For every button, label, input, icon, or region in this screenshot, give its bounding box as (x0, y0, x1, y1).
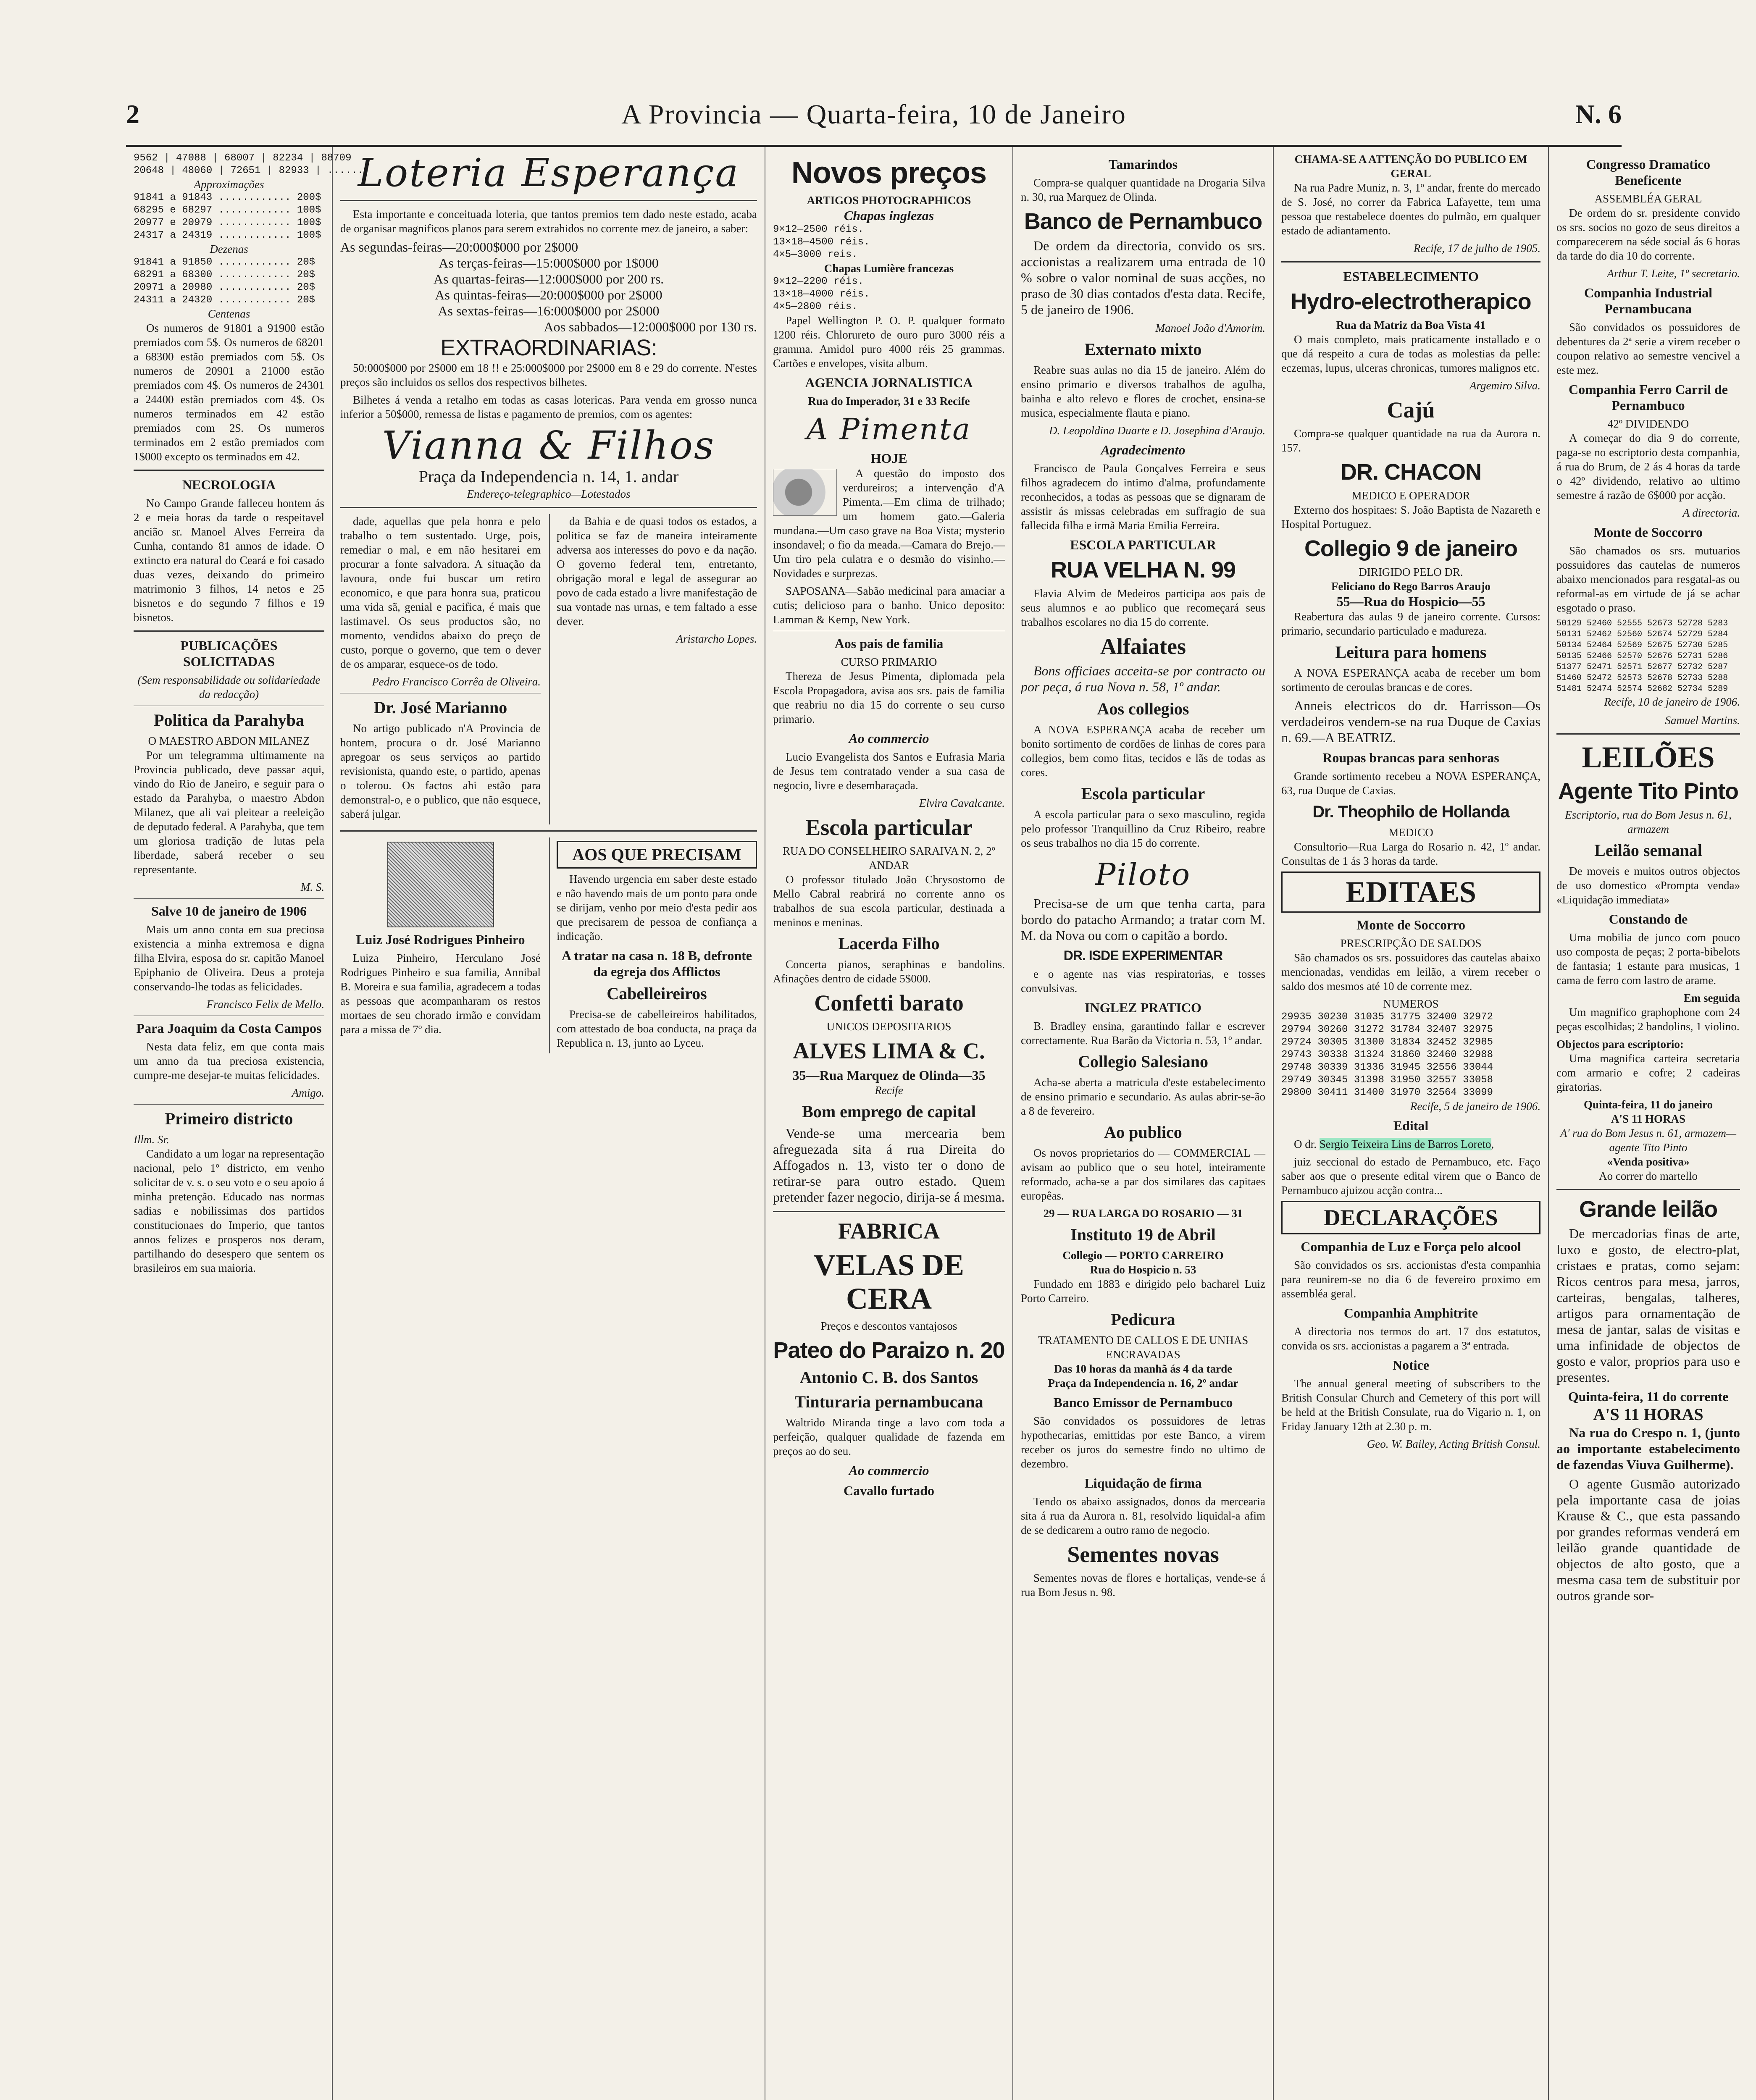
socorro-text: São chamados os srs. possuidores das cautelas abaixo mencionadas, vendidas em leilão, a virem receber o saldo dos mesmos até 10 de corrente mez. (1281, 951, 1540, 992)
agents-telegraph: Endereço-telegraphico—Lotestados (467, 488, 631, 500)
tinturaria-text: Waltrido Miranda tinge a lavo com toda a perfeição, qualquer qualidade de fazenda em preços ao do seu. (773, 1416, 1005, 1457)
obituary-name: Luiz José Rodrigues Pinheiro (356, 932, 525, 947)
column-1 (126, 147, 364, 2100)
publico-title: Ao publico (1104, 1123, 1182, 1142)
alves-city: Recife (875, 1084, 903, 1097)
collegio-9-text: Reabertura das aulas 9 de janeiro corrente. Cursos: primario, secundario particulado e madureza. (1281, 610, 1540, 637)
seguida-text: Um magnifico graphophone com 24 peças escolhidas; 2 bandolins, 1 violino. (1556, 1006, 1740, 1033)
notice-sign: Geo. W. Bailey, Acting British Consul. (1367, 1438, 1540, 1450)
joaquim-text: Nesta data feliz, em que conta mais um anno da tua preciosa existencia, cumpre-me desejar-te muitas felicidades. (134, 1040, 324, 1082)
signature-felix: Francisco Felix de Mello. (206, 998, 324, 1011)
salesiano-text: Acha-se aberta a matricula d'este estabelecimento de ensino primario e secundario. As aulas abrir-se-ão a 8 de fevereiro. (1021, 1076, 1265, 1117)
article-right-text: da Bahia e de quasi todos os estados, a politica se faz de maneira inteiramente adversa aos interesses do povo e da nação. O governo federal tem, entretanto, obrigação moral e legal de assegurar ao povo de cada estado a livre manifestação de sua vontade nas urnas, e tem faltado a esse dever. (557, 515, 757, 627)
alves-title: ALVES LIMA & C. (793, 1038, 985, 1063)
industrial-text: São convidados os possuidores de debentures da 2ª serie a virem receber o coupon relativo ao semestre vencivel a este mez. (1556, 321, 1740, 376)
holanda-title: Dr. Theophilo de Hollanda (1312, 803, 1509, 821)
horas-line: A'S 11 HORAS (1611, 1113, 1686, 1125)
experiment-text: e o agente nas vias respiratorias, e tosses convulsivas. (1021, 968, 1265, 995)
fabrica-title: FABRICA (838, 1218, 940, 1244)
quinta2-line: Quinta-feira, 11 do corrente (1568, 1389, 1729, 1404)
congresso-title: Congresso Dramatico Beneficente (1586, 157, 1711, 188)
novos-precos-sub: ARTIGOS PHOTOGRAPHICOS (807, 194, 971, 207)
chacon-sub: MEDICO E OPERADOR (1351, 489, 1470, 502)
emissor-title: Banco Emissor de Pernambuco (1053, 1395, 1233, 1410)
lottery-results-top: 9562 | 47088 | 68007 | 82234 | 88709 20648 | 48060 | 72651 | 82933 | ...... (134, 152, 364, 176)
leitura-text: A NOVA ESPERANÇA acaba de receber um bom sortimento de ceroulas brancas e de cores. (1281, 667, 1540, 693)
congresso-text: De ordem do sr. presidente convido os srs. socios no gozo de seus direitos a comparecerem na séde social ás 6 horas da tarde do dia 10 do corrente. (1556, 207, 1740, 262)
distrito-text: Candidato a um logar na representação nacional, pelo 1º districto, em venho solicitar de v. s. o seu voto e o seu apoio á minha pretenção. Educado nas normas sadias e nobilissimas dos partidos constitucionaes do Imperio, que tantos annos felizes e prosperos nos deram, partilhando do desespero que sentem os brasileiros em sua maioria. (134, 1147, 324, 1274)
confetti-sub: UNICOS DEPOSITARIOS (826, 1020, 952, 1033)
socorro-date: Recife, 5 de janeiro de 1906. (1410, 1100, 1540, 1113)
ferro-sign: A directoria. (1682, 507, 1740, 519)
publico-text: Os novos proprietarios do — COMMERCIAL — avisam ao publico que o seu hotel, inteiramente reformado, acha-se a par dos similares das capitaes europêas. (1021, 1147, 1265, 1202)
lacerda-title: Lacerda Filho (838, 934, 940, 953)
article-left (340, 514, 541, 824)
congresso-sub: ASSEMBLÉA GERAL (1594, 192, 1702, 205)
liquid-text: Tendo os abaixo assignados, donos da mercearia sita á rua da Aurora n. 81, resolvido liquidal-a afim de se dedicarem a outro ramo de negocio. (1021, 1495, 1265, 1536)
egreja-title: A tratar na casa n. 18 B, defronte da egreja dos Afflictos (561, 948, 752, 979)
precisam-title: AOS QUE PRECISAM (557, 841, 757, 869)
commercio2-title: Ao commercio (849, 1463, 929, 1478)
cabelleireiros-text: Precisa-se de cabelleireiros habilitados, com attestado de boa conducta, na praça da Republica n. 13, junto ao Lyceu. (557, 1008, 757, 1049)
marianno-text: No artigo publicado n'A Provincia de hontem, procura o dr. José Marianno apregoar os seus serviços ao partido revisionista, quando este, o partido, apenas o tolerou. Os factos ahi estão para demonstral-o, e o publico, que não esquece, saberá julgar. (340, 722, 541, 820)
article-left-text: dade, aquellas que pela honra e pelo trabalho o tem sustentado. Urge, pois, remediar o mal, e em não hesitarei em procurar a fonte salvadora. A situação da lavoura, onde fui buscar um retiro economico, e que para honra sua, praticou uma vida sã, genial e pacifica, é mais que lastimavel. Os seus productos são, no momento, vendidos abaixo do preço de custo, porque o governo, que tem o dever de os amparar, esquece-os de todo. (340, 515, 541, 670)
loteria-intro: Esta importante e conceituada loteria, que tantos premios tem dado neste estado, acaba de organisar magnificos planos para serem extrahidos no corrente mez de janeiro, a saber: (340, 208, 757, 235)
commercio-text: Lucio Evangelista dos Santos e Eufrasia Maria de Jesus tem contratado vender a sua casa de negocio, livre e desembaraçada. (773, 751, 1005, 792)
approx-label: Approximações (194, 178, 264, 191)
plan-line: As quintas-feiras—20:000$000 por 2$000 (435, 287, 662, 302)
socorro-title: Monte de Soccorro (1356, 917, 1465, 932)
constando-title: Constando de (1609, 911, 1688, 927)
grande-leilao-title: Grande leilão (1579, 1197, 1718, 1222)
instituto-sub: Collegio — PORTO CARREIRO (1062, 1249, 1224, 1262)
salve-text: Mais um anno conta em sua preciosa existencia a minha extremosa e digna filha Elvira, esposa do sr. capitão Manoel Epiphanio de Oliveira. Deus a proteja conservando-lhe todas as felicidades. (134, 923, 324, 993)
tinturaria-title: Tinturaria pernambucana (794, 1392, 983, 1411)
salesiano-title: Collegio Salesiano (1078, 1052, 1209, 1071)
collegio-9-addr: 55—Rua do Hospicio—55 (1336, 594, 1485, 609)
familia-text: Thereza de Jesus Pimenta, diplomada pela Escola Propagadora, avisa aos srs. pais de familia que reabriu no dia 15 do corrente o seu curso primario. (773, 670, 1005, 725)
inglez-title: INGLEZ PRATICO (1085, 1000, 1201, 1015)
escola-addr: RUA DO CONSELHEIRO SARAIVA N. 2, 2º ANDAR (783, 845, 995, 872)
chacon-text: Externo dos hospitaes: S. João Baptista de Nazareth e Hospital Portuguez. (1281, 504, 1540, 530)
obituary-block (340, 837, 541, 1053)
alves-addr: 35—Rua Marquez de Olinda—35 (792, 1068, 986, 1083)
sementes-title: Sementes novas (1067, 1542, 1219, 1567)
rosario-line: 29 — RUA LARGA DO ROSARIO — 31 (1043, 1207, 1243, 1220)
lumiere-title: Chapas Lumière francezas (824, 262, 954, 275)
agradec-title: Agradecimento (1101, 442, 1186, 457)
escriptorio-title: Objectos para escriptorio: (1556, 1038, 1684, 1050)
politica-text: Por um telegramma ultimamente na Provincia publicado, deve passar aqui, vindo do Rio de Janeiro, e seguir para o estado da Parahyba, o maestro Abdon Milanez, que ali vai pleitear a reeleição de deputado federal. A Parahyba, que tem um gloriosa tradição de lutas pela liberdade, saberá receber o seu representante. (134, 749, 324, 876)
plan-line: As sextas-feiras—16:000$000 por 2$000 (438, 303, 660, 318)
agente-sub: Escriptorio, rua do Bom Jesus n. 61, armazem (1565, 808, 1732, 835)
estab-sub: Hydro-electrotherapico (1291, 289, 1531, 314)
crespo-text: Na rua do Crespo n. 1, (junto ao importante estabelecimento de fazendas Viuva Guilherme). (1556, 1425, 1740, 1472)
signature-amigo: Amigo. (292, 1087, 324, 1099)
roupas-text: Grande sortimento recebeu a NOVA ESPERANÇA, 63, rua Duque de Caxias. (1281, 770, 1540, 797)
forca-title: Companhia de Luz e Força pelo alcool (1301, 1239, 1521, 1254)
publicacoes-sub: (Sem responsabilidade ou solidariedade da redacção) (137, 674, 321, 701)
collegio-9-title: Collegio 9 de janeiro (1304, 536, 1518, 561)
agents-address: Praça da Independencia n. 14, 1. andar (418, 467, 679, 486)
industrial-title: Companhia Industrial Pernambucana (1584, 285, 1712, 316)
mourning-engraving (387, 842, 494, 927)
distrito-title: Primeiro districto (165, 1109, 293, 1128)
instituto-text: Fundado em 1883 e dirigido pelo bacharel Luiz Porto Carreiro. (1021, 1278, 1265, 1305)
semanal-title: Leilão semanal (1594, 841, 1702, 860)
plan-line: As terças-feiras—15:000$000 por 1$000 (439, 255, 659, 270)
experiment-title: DR. ISDE EXPERIMENTAR (1063, 948, 1223, 963)
centenas-text: Os numeros de 91801 a 91900 estão premiados com 5$. Os numeros de 68201 a 68300 estão premiados com 5$. Os numeros de 20901 a 21000 estão premiados com 4$. Os numeros de 24301 a 24400 estão premiados com 4$. Os numeros terminados em 42 estão premiados com 2$. Os numeros terminados em 2 estão premiados com 1$000 excepto os terminados em 42. (134, 322, 324, 463)
chama-title: CHAMA-SE A ATTENÇÃO DO PUBLICO EM GERAL (1294, 153, 1527, 180)
politica-title: Politica da Parahyba (154, 711, 304, 730)
commercio-title: Ao commercio (849, 731, 929, 746)
collegio-9-director: Feliciano do Rego Barros Araujo (1331, 580, 1490, 593)
martello-line: Ao correr do martello (1599, 1170, 1698, 1182)
collegios-text: A NOVA ESPERANÇA acaba de receber um bonito sortimento de cordões de linhas de cores para collegios, bem como fitas, tecidos e lãs de todas as cores. (1021, 723, 1265, 779)
soc-date: Recife, 10 de janeiro de 1906. (1604, 696, 1740, 708)
quinta-line: Quinta-feira, 11 do janeiro (1584, 1098, 1713, 1111)
chapas-title: Chapas inglezas (844, 208, 934, 223)
escola-title: Escola particular (805, 815, 973, 840)
liquid-title: Liquidação de firma (1084, 1475, 1202, 1491)
banco-text: De ordem da directoria, convido os srs. accionistas a realizarem uma entrada de 10 % sobre o valor nominal de suas acções, no praso de 30 dias contados d'esta data. Recife, 5 de janeiro de 1906. (1021, 238, 1265, 317)
column-4 (1012, 147, 1273, 2100)
amphitrite-title: Companhia Amphitrite (1343, 1305, 1478, 1320)
chama-date: Recife, 17 de julho de 1905. (1413, 242, 1540, 255)
gusmao-text: O agente Gusmão autorizado pela importante casa de joias Krause & C., que esta passando por grandes reformas venderá em leilão grande quantidade de objectos de alto gosto, que a mesma casa tem de substituir por outros grande sor- (1556, 1476, 1740, 1603)
agente-title: Agente Tito Pinto (1558, 779, 1738, 804)
cabelleireiros-title: Cabelleireiros (607, 984, 707, 1003)
holanda-sub: MEDICO (1388, 826, 1433, 839)
precisam-block (549, 837, 757, 1053)
estab-addr: Rua da Matriz da Boa Vista 41 (1336, 319, 1486, 331)
page-number: 2 (126, 99, 139, 129)
pimenta-text: A questão do imposto dos verdureiros; a intervenção d'A Pimenta.—Em clima de trilhado; um homem gato.—Galeria mundana.—Um caso grave na Boa Vista; mysterio insondavel; o fio da meada.—Camara do Brejo.—Um tiro pela culatra e o desmão do visinho.—Novidades e surprezas. (773, 467, 1005, 580)
soc-sign: Samuel Martins. (1665, 714, 1740, 727)
chapas-list: 9×12—2500 réis. 13×18—4500 réis. 4×5—3000 reis. (773, 224, 870, 260)
extraordinarias-title: EXTRAORDINARIAS: (440, 335, 657, 360)
soc-grid: 50129 52460 52555 52673 52728 5283 50131 52462 52560 52674 52729 5284 50134 52464 52569 52675 52730 5285 50135 52466 52570 52676 52731 5286 51377 52471 52571 52677 52732 5287 51460 52472 52573 52678 52733 5288 51481 52474 52574 52682 52734 5289 (1556, 619, 1728, 694)
banco-title: Banco de Pernambuco (1024, 209, 1262, 234)
column-2 (332, 147, 765, 2100)
collegios-title: Aos collegios (1097, 699, 1189, 718)
escola-particular-title: ESCOLA PARTICULAR (1070, 537, 1216, 552)
pedicura-sub: TRATAMENTO DE CALLOS E DE UNHAS ENCRAVADAS (1038, 1334, 1249, 1361)
ferro-title: Companhia Ferro Carril de Pernambuco (1569, 382, 1728, 413)
highlighted-name: Sergio Teixeira Lins de Barros Loreto (1319, 1138, 1491, 1150)
joaquim-title: Para Joaquim da Costa Campos (136, 1021, 322, 1036)
chama-text: Na rua Padre Muniz, n. 3, 1º andar, frente do mercado de S. José, no correr da Fabrica Lafayette, tem uma pessoa que restabelece doentes do pulmão, em qualquer estado de adiantamento. (1281, 181, 1540, 237)
pimenta-sub: HOJE (870, 451, 907, 466)
confetti-title: Confetti barato (814, 990, 964, 1016)
piloto-text: Precisa-se de um que tenha carta, para bordo do patacho Armando; a tratar com M. M. da Nova ou com o capitão a bordo. (1021, 896, 1265, 943)
tamarindos-title: Tamarindos (1108, 157, 1178, 172)
lumiere-list: 9×12—2200 réis. 13×18—4000 réis. 4×5—2800 réis. (773, 276, 870, 312)
externato-sign: D. Leopoldina Duarte e D. Josephina d'Araujo. (1049, 424, 1265, 437)
signature-elvira: Elvira Cavalcante. (919, 797, 1005, 809)
sementes-text: Sementes novas de flores e hortaliças, vende-se á rua Bom Jesus n. 98. (1021, 1572, 1265, 1599)
issue-number: N. 6 (1575, 99, 1622, 129)
salve-title: Salve 10 de janeiro de 1906 (151, 903, 307, 919)
lacerda-text: Concerta pianos, seraphinas e bandolins. Afinações dentro de cidade 5$000. (773, 958, 1005, 985)
holanda-text: Consultorio—Rua Larga do Rosario n. 42, 1º andar. Consultas de 1 ás 3 horas da tarde. (1281, 840, 1540, 867)
precisam-text: Havendo urgencia em saber deste estado e não havendo mais de um ponto para onde se dirijam, venho por meio d'esta pedir aos que precisarem de pessoa de confiança a indicação. (557, 873, 757, 942)
externato-text: Reabre suas aulas no dia 15 de janeiro. Além do ensino primario e diversos trabalhos de agulha, bainha e alto relevo e flores de crochet, ensina-se musica, especialmente flauta e piano. (1021, 364, 1265, 419)
notice-text: The annual general meeting of subscribers to the British Consular Church and Cemetery of this port will be held at the British Consulate, rua do Vigario n. 1, on Friday January 12th at 2.30 p. m. (1281, 1377, 1540, 1433)
column-6 (1548, 147, 1748, 2100)
alfaiates-text: Bons officiaes acceita-se por contracto ou por peça, á rua Nova n. 58, 1º andar. (1021, 663, 1265, 694)
plan-line: As quartas-feiras—12:000$000 por 200 rs. (433, 271, 664, 286)
roupas-title: Roupas brancas para senhoras (1322, 750, 1499, 765)
escola-particular-text: Flavia Alvim de Medeiros participa aos pais de seus alumnos e ao publico que recomeçará seus trabalhos escolares no dia 15 do corrente. (1021, 587, 1265, 628)
velas-sub: Preços e descontos vantajosos (820, 1320, 957, 1332)
anneis-text: Anneis electricos do dr. Harrisson—Os verdadeiros vendem-se na rua Duque de Caxias n. 69.—A BEATRIZ. (1281, 698, 1540, 745)
estab-title: ESTABELECIMENTO (1343, 269, 1479, 284)
numbers-label: NUMEROS (1383, 998, 1439, 1010)
congresso-sign: Arthur T. Leite, 1º secretario. (1607, 267, 1740, 280)
pointing-hand-icon (773, 469, 837, 516)
semanal-text: De moveis e muitos outros objectos de uso domestico «Prompta venda» «Liquidação immediata» (1556, 865, 1740, 906)
familia-sub: CURSO PRIMARIO (841, 656, 937, 668)
publicacoes-title: PUBLICAÇÕES SOLICITADAS (180, 638, 278, 669)
escriptorio-text: Uma magnifica carteira secretaria com armario e cofre; 2 cadeiras giratorias. (1556, 1052, 1740, 1093)
politica-byline: O MAESTRO ABDON MILANEZ (148, 735, 310, 747)
column-3 (765, 147, 1012, 2100)
cavallo-title: Cavallo furtado (844, 1483, 934, 1498)
article-right (549, 514, 757, 824)
extraordinarias-note: Bilhetes á venda a retalho em todas as casas lotericas. Para venda em grosso nunca inferior a 50$000, remessa de listas e pagamento de premios, com os agentes: (340, 394, 757, 420)
velas-title: VELAS DE CERA (813, 1248, 965, 1315)
plan-line: As segundas-feiras—20:000$000 por 2$000 (340, 239, 578, 255)
necrologia-text: No Campo Grande falleceu hontem ás 2 e meia horas da tarde o respeitavel ancião sr. Manoel Alves Ferreira da Cunha, contando 81 annos de idade. O extincto era natural do Ceará e foi casado duas vezes, deixando do primeiro matrimonio 3 filhos, 14 netos e 25 bisnetos e do segundo 7 filhos e 19 bisnetos. (134, 497, 324, 624)
column-5 (1273, 147, 1548, 2100)
page-header (126, 99, 1622, 147)
alfaiates-title: Alfaiates (1100, 634, 1186, 659)
leiloes-title: LEILÕES (1582, 740, 1715, 774)
pedicura-addr: Praça da Independencia n. 16, 2º andar (1048, 1377, 1238, 1389)
chacon-title: DR. CHACON (1341, 459, 1481, 485)
approx-list: 91841 a 91843 ............ 200$ 68295 e 68297 ............ 100$ 20977 e 20979 ............ 100$ 24317 a 24319 ............ 100$ (134, 192, 321, 241)
constando-text: Uma mobilia de junco com pouco uso composta de peças; 2 porta-bibelots de fantasia; 1 estante para musicas, 1 cama de ferro com lastro de arame. (1556, 931, 1740, 987)
tamarindos-text: Compra-se qualquer quantidade na Drogaria Silva n. 30, rua Marquez de Olinda. (1021, 176, 1265, 203)
emissor-text: São convidados os possuidores de letras hypothecarias, emittidas por este Banco, a virem receber os juros do semestre findo no ultimo de dezembro. (1021, 1415, 1265, 1470)
pedicura-title: Pedicura (1111, 1310, 1175, 1329)
externato-title: Externato mixto (1084, 340, 1202, 359)
socorro-sub: PRESCRIPÇÃO DE SALDOS (1340, 937, 1482, 950)
signature-lopes: Aristarcho Lopes. (676, 633, 757, 645)
banco-sign: Manoel João d'Amorim. (1155, 322, 1265, 334)
loteria-title: Loteria Esperança (358, 150, 740, 195)
escola-text: O professor titulado João Chrysostomo de Mello Cabral reabrirá no corrente anno os trabalhos de sua escola particular, destinada a meninos e meninas. (773, 873, 1005, 929)
escola-particular-addr: RUA VELHA N. 99 (1050, 557, 1236, 583)
horas2-line: A'S 11 HORAS (1593, 1405, 1703, 1424)
centenas-label: Centenas (208, 307, 250, 320)
distrito-salutation: Illm. Sr. (134, 1133, 169, 1146)
caju-title: Cajú (1387, 397, 1435, 423)
novos-precos-title: Novos preços (791, 156, 987, 190)
leitura-title: Leitura para homens (1335, 643, 1487, 662)
loteria-plan (340, 239, 757, 335)
pateo-title: Pateo do Paraizo n. 20 (773, 1338, 1005, 1363)
agencia-addr: Rua do Imperador, 31 e 33 Recife (808, 395, 970, 407)
obituary-text: Luiza Pinheiro, Herculano José Rodrigues Pinheiro e sua familia, Annibal B. Moreira e sua familia, agradecem a todas as pessoas que acompanharam os restos mortaes de seu chorado irmão e convidam para a missa de 7º dia. (340, 952, 541, 1036)
piloto-title: Piloto (1095, 857, 1191, 892)
antonio-title: Antonio C. B. dos Santos (799, 1368, 978, 1387)
soc-text: São chamados os srs. mutuarios possuidores das cautelas de numeros abaixo mencionados para resgatal-as ou reformal-as em virtude de já se achar esgotado o praso. (1556, 544, 1740, 614)
particular-text: A escola particular para o sexo masculino, regida pelo professor Tranquillino da Cruz Ribeiro, reabre os seus trabalhos no dia 15 do corrente. (1021, 808, 1265, 849)
forca-text: São convidados os srs. accionistas d'esta companhia para reunirem-se no dia 6 de fevereiro proximo em assembléa geral. (1281, 1259, 1540, 1300)
instituto-addr: Rua do Hospicio n. 53 (1090, 1263, 1196, 1276)
venda-line: «Venda positiva» (1607, 1155, 1690, 1168)
marianno-title: Dr. José Marianno (373, 698, 507, 717)
numbers-grid: 29935 30230 31035 31775 32400 32972 29794 30260 31272 31784 32407 32975 29724 30305 31300 31834 32452 32985 29743 30338 31324 31860 32460 32988 29748 30339 31336 31945 32556 33044 29749 30345 31398 31950 32557 33058 29800 30411 31400 31970 32564 33099 (1281, 1011, 1493, 1098)
plan-line: Aos sabbados—12:000$000 por 130 rs. (544, 319, 757, 334)
agencia-title: AGENCIA JORNALISTICA (805, 375, 973, 390)
estab-sign: Argemiro Silva. (1469, 379, 1540, 392)
grande-leilao-text: De mercadorias finas de arte, luxo e gosto, de electro-plat, cristaes e pratas, como sejam: Ricos centros para mesa, jarros, carteiras, bengalas, talheres, artigos para ornamentação de mesa de jantar, salas de visitas e uma infinidade de objectos de gosto e valor, proprios para uso e presentes. (1556, 1226, 1740, 1385)
collegio-9-sub: DIRIGIDO PELO DR. (1359, 566, 1463, 578)
familia-title: Aos pais de familia (834, 636, 944, 651)
bom-emprego-title: Bom emprego de capital (802, 1102, 976, 1121)
edital-title: Edital (1393, 1118, 1429, 1133)
estab-text: O mais completo, mais praticamente installado e o que dá respeito a cura de todas as molestias da pelle: eczemas, lupus, ulceras chronicas, tumores malignos etc. (1281, 333, 1540, 374)
saposana-text: SAPOSANA—Sabão medicinal para amaciar a cutis; delicioso para o banho. Unico deposito: Lamman & Kemp, New York. (773, 585, 1005, 626)
pedicura-hours: Das 10 horas da manhã ás 4 da tarde (1054, 1362, 1233, 1375)
bom-emprego-text: Vende-se uma mercearia bem afreguezada sita á rua Direita do Affogados n. 13, visto ter o dono de retirar-se para outro estado. Quem pretender fazer negocio, dirija-se á mesma. (773, 1126, 1005, 1205)
pimenta-title: A Pimenta (806, 412, 972, 446)
notice-title: Notice (1392, 1357, 1430, 1373)
rua-line: A' rua do Bom Jesus n. 61, armazem—agente Tito Pinto (1560, 1127, 1736, 1154)
signature-ms: M. S. (300, 881, 324, 893)
particular-title: Escola particular (1081, 784, 1205, 803)
inglez-text: B. Bradley ensina, garantindo fallar e escrever correctamente. Rua Barão da Victoria n. 53, 1º andar. (1021, 1020, 1265, 1047)
edital-text: juiz seccional do estado de Pernambuco, etc. Faço saber aos que o presente edital virem que o Banco de Pernambuco ajuizou acção contra... (1281, 1155, 1540, 1197)
caju-text: Compra-se qualquer quantidade na rua da Aurora n. 157. (1281, 427, 1540, 454)
declaracoes-title: DECLARAÇÕES (1281, 1201, 1540, 1234)
seguida-title: Em seguida (1683, 992, 1740, 1004)
instituto-title: Instituto 19 de Abril (1070, 1225, 1216, 1244)
edital-name: O dr. Sergio Teixeira Lins de Barros Loreto, (1294, 1138, 1494, 1150)
extraordinarias-text: 50:000$000 por 2$000 em 18 !! e 25:000$000 por 2$000 em 8 e 29 do corrente. N'estes preços são incluidos os sellos dos respectivos bilhetes. (340, 362, 757, 388)
agents-name: Vianna & Filhos (382, 423, 715, 468)
ferro-sub: 42º DIVIDENDO (1607, 417, 1689, 430)
columns (126, 147, 1740, 2100)
papel-text: Papel Wellington P. O. P. qualquer formato 1200 réis. Chlorureto de ouro puro 3000 réis a gramma. Amidol puro 4000 réis 25 grammas. Cartões e envelopes, visita album. (773, 314, 1005, 370)
dezenas-list: 91841 a 91850 ............ 20$ 68291 a 68300 ............ 20$ 20971 a 20980 ............ 20$ 24311 a 24320 ............ 20$ (134, 257, 315, 306)
masthead-title: A Provincia — Quarta-feira, 10 de Janeiro (621, 99, 1126, 130)
soc-title: Monte de Soccorro (1594, 525, 1703, 540)
agradec-text: Francisco de Paula Gonçalves Ferreira e seus filhos agradecem do intimo d'alma, profundamente reconhecidos, a todas as pessoas que se dignaram de assistir ás missas celebradas em suffragio de sua fallecida filha e irmã Maria Emilia Ferreira. (1021, 462, 1265, 532)
ferro-text: A começar do dia 9 do corrente, paga-se no escriptorio desta companhia, á rua do Brum, de 2 ás 4 horas da tarde o 42º dividendo, relativo ao ultimo semestre á razão de 6$000 por acção. (1556, 432, 1740, 501)
necrologia-title: NECROLOGIA (182, 477, 276, 492)
editaes-title: EDITAES (1281, 872, 1540, 913)
signature-pedro: Pedro Francisco Corrêa de Oliveira. (372, 675, 541, 688)
amphitrite-text: A directoria nos termos do art. 17 dos estatutos, convida os srs. accionistas a pagarem a 3ª entrada. (1281, 1325, 1540, 1352)
dezenas-label: Dezenas (210, 243, 248, 255)
